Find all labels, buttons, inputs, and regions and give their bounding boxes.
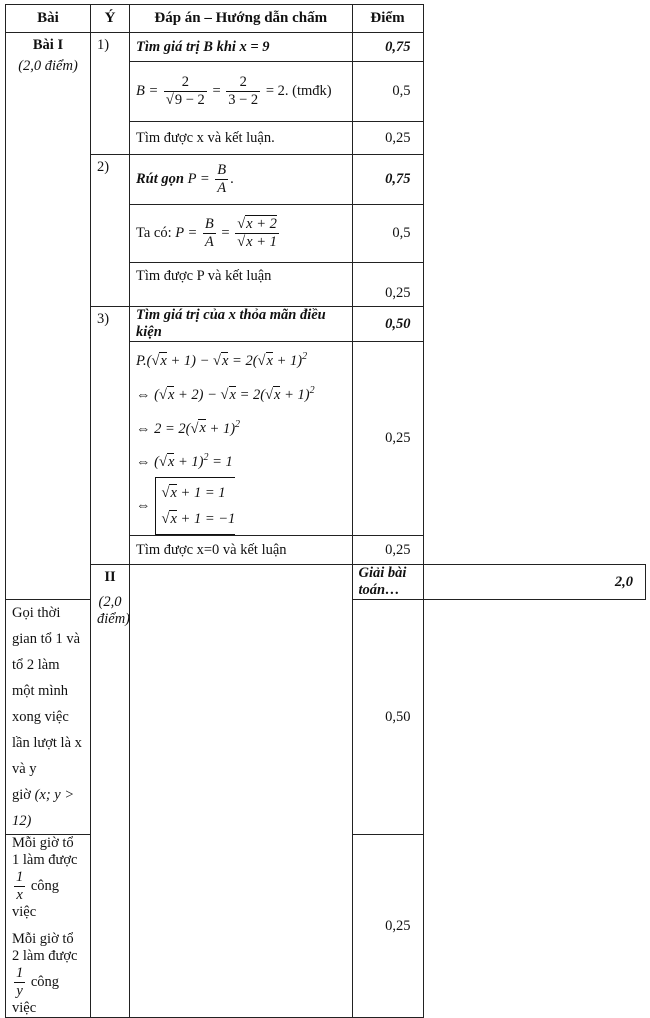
- bai2-cell: [91, 565, 130, 1018]
- bai1-p1-concl-score: 0,25: [352, 122, 423, 155]
- fraction: $\frac{1}{y}$: [16, 965, 24, 1000]
- bai2-r23-score: 0,25: [352, 835, 423, 1018]
- bai1-p2-eq-score: 0,5: [352, 205, 423, 263]
- bai2-label: II: [104, 569, 116, 586]
- header-row: [6, 5, 646, 33]
- bai1-p3-num: 3): [91, 307, 130, 565]
- header-y: Ý: [91, 5, 130, 33]
- bai1-p2-title: Rút gọn P = $\frac{B}{A}$ .: [130, 155, 353, 205]
- fraction: $\frac{√x + 2}{√x + 1}$: [237, 216, 277, 250]
- math-line: Mỗi giờ tổ 2 làm được $\frac{1}{y}$ công việc: [12, 931, 78, 1017]
- bai1-p3-lines-score: 0,25: [352, 342, 423, 536]
- bai1-label: Bài I: [32, 37, 64, 53]
- bai1-cell: [6, 33, 91, 600]
- bai2-title: Giải bài toán…: [352, 565, 423, 600]
- bai2-r23: [6, 835, 91, 1018]
- bai2-r1-score: 0,50: [352, 600, 423, 835]
- bracket-system: √x + 1 = 1 √x + 1 = −1: [155, 477, 236, 535]
- bai1-p3-concl-score: 0,25: [352, 536, 423, 565]
- math-line: ⇔ $(√x + 1)^2 = 1$: [136, 452, 233, 471]
- fraction: $\frac{B}{A}$: [204, 216, 214, 250]
- bai1-p1-eq-score: 0,5: [352, 62, 423, 122]
- bai1-p2-num: 2): [91, 155, 130, 307]
- bai1-p1-title: Tìm giá trị B khi x = 9: [130, 33, 353, 62]
- header-diem: Điểm: [352, 5, 423, 33]
- header-dap-an: Đáp án – Hướng dẫn chấm: [130, 5, 353, 33]
- math-line: ⇔ $2 = 2(√x + 1)^2$: [136, 418, 241, 437]
- bai1-points: (2,0 điểm): [18, 58, 78, 74]
- bai2-y-cell: [130, 565, 353, 1018]
- bai1-p3-title: Tìm giá trị của x thỏa mãn điều kiện: [130, 307, 353, 342]
- fraction: $\frac{1}{x}$: [16, 869, 24, 904]
- bai2-title-score: 2,0: [423, 565, 646, 600]
- bai1-p1-num: 1): [91, 33, 130, 155]
- bai1-p3-concl: Tìm được x=0 và kết luận: [130, 536, 353, 565]
- bai2-points: (2,0 điểm): [97, 594, 131, 628]
- fraction: $\frac{2}{√9 - 2}$: [165, 74, 205, 108]
- bai1-p1-title-score: 0,75: [352, 33, 423, 62]
- fraction: $\frac{B}{A}$: [217, 162, 227, 196]
- bai2-r1: Gọi thời gian tổ 1 và tổ 2 làm một mình xong việc lần lượt là x và y giờ (x; y > 12): [6, 600, 91, 835]
- fraction: $\frac{2}{3 - 2}$: [228, 74, 259, 108]
- math-line: ⇔ $(√x + 2) - √x = 2(√x + 1)^2$: [136, 384, 315, 403]
- bai1-p2-concl-score: 0,25: [352, 263, 423, 307]
- bai1-p2-eq: Ta có: P = $\frac{B}{A}$ = $\frac{√x + 2}{√x + 1}$: [130, 205, 353, 263]
- bai1-p3-lines: [130, 342, 353, 536]
- grading-table: [5, 4, 646, 1018]
- header-bai: Bài: [6, 5, 91, 33]
- math-line: $P.(√x + 1) - √x = 2(√x + 1)^2$: [136, 351, 308, 369]
- bai1-p2-concl: Tìm được P và kết luận: [130, 263, 353, 307]
- bai1-p2-title-score: 0,75: [352, 155, 423, 205]
- bai1-p1-concl: Tìm được x và kết luận.: [130, 122, 353, 155]
- math-line: Mỗi giờ tổ 1 làm được $\frac{1}{x}$ công việc: [12, 835, 78, 921]
- bai1-p1-eq: B = $\frac{2}{√9 - 2}$ = $\frac{2}{3 - 2}$ = 2. (tmđk): [130, 62, 353, 122]
- bai1-p3-title-score: 0,50: [352, 307, 423, 342]
- math-line: ⇔ √x + 1 = 1 √x + 1 = −1: [136, 477, 346, 535]
